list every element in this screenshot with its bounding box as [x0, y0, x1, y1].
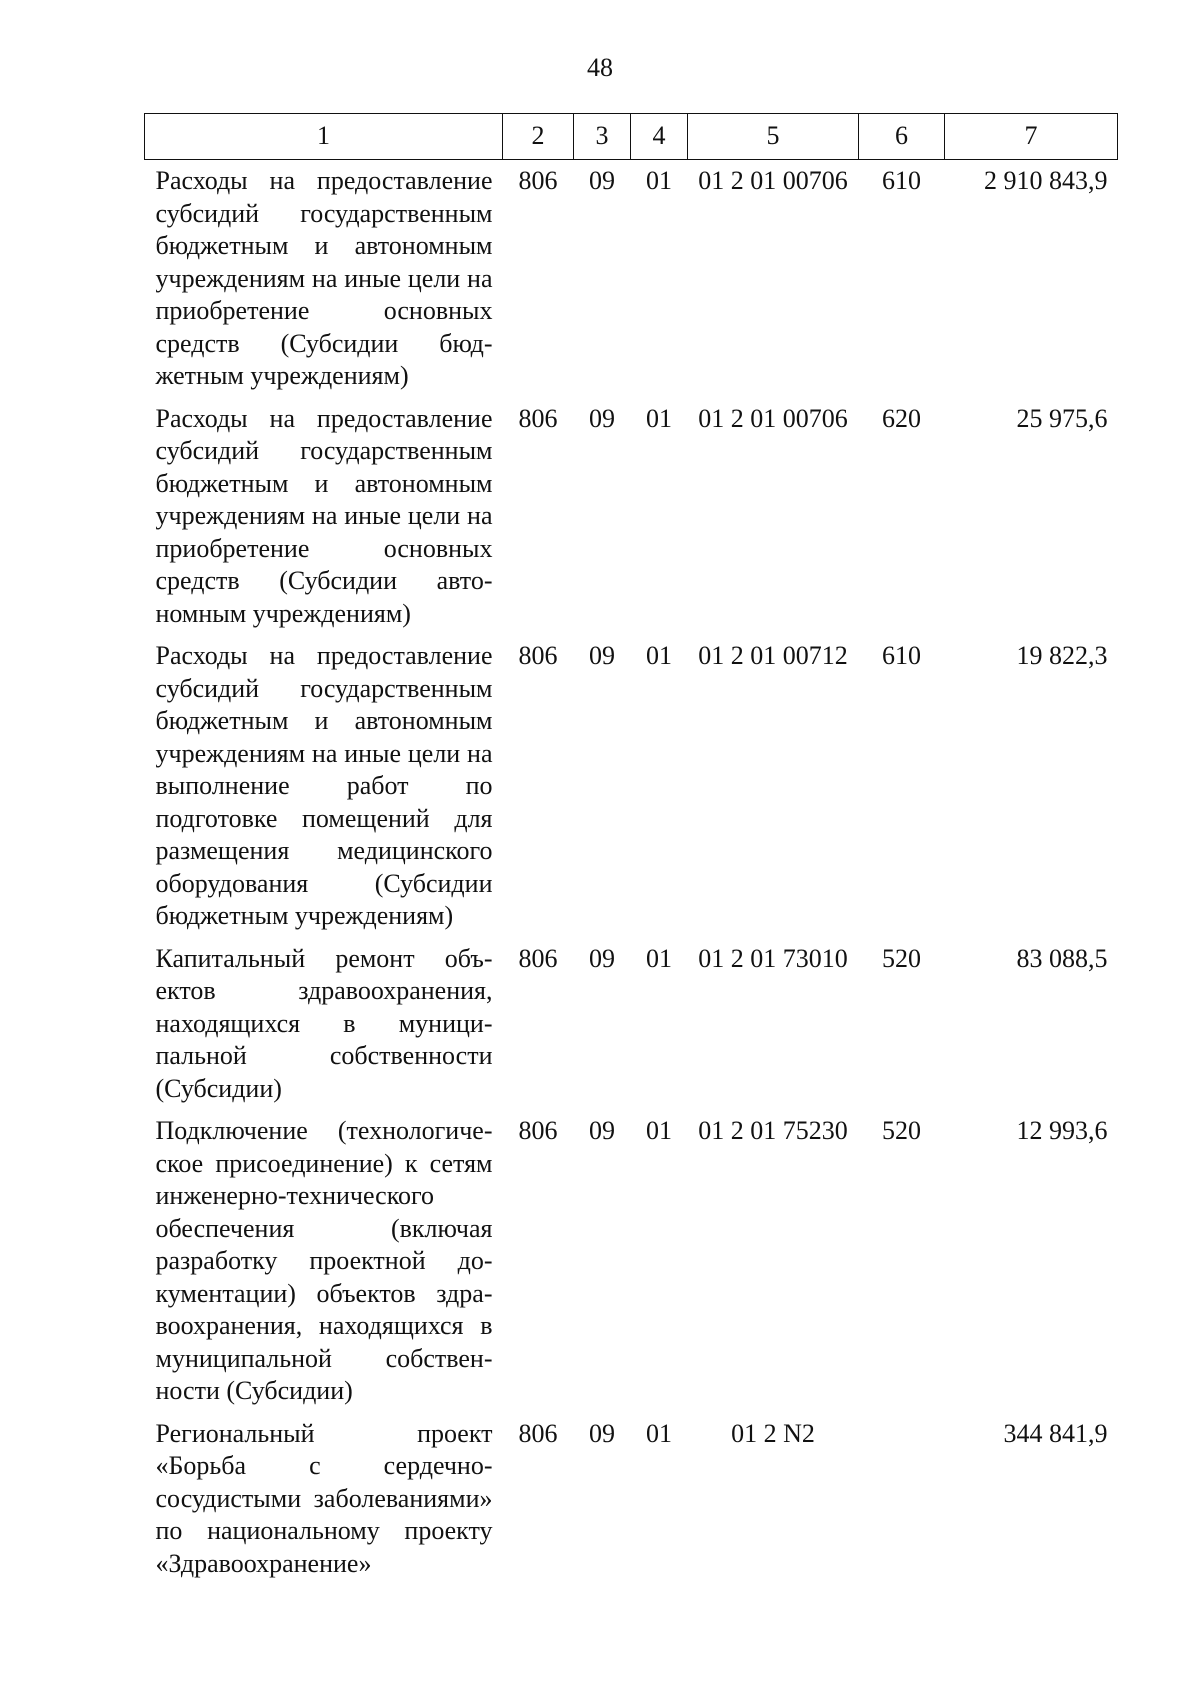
- row-subsection: 01: [646, 166, 672, 195]
- row-amount: 2 910 843,9: [984, 166, 1108, 195]
- page-number: 48: [587, 53, 613, 82]
- row-section: 09: [589, 1418, 615, 1448]
- table-row: [145, 398, 1118, 636]
- row-subsection: 01: [646, 943, 672, 973]
- row-expense-type: 520: [882, 943, 921, 973]
- column-header-ministry: 2: [503, 114, 574, 160]
- row-target-article: 01 2 01 73010: [698, 943, 848, 973]
- row-name: Расходы на предоставление субсидий государственным бюджетным и автономным учреждениям на иные цели на приобретение основных средств (Субсидии автономным учреждениям): [155, 403, 493, 628]
- row-section: 09: [589, 1116, 615, 1145]
- column-header-name: 1: [145, 114, 503, 160]
- header-row: [145, 114, 1118, 160]
- row-target-article: 01 2 01 00706: [698, 403, 848, 433]
- row-name: Капитальный ремонт объектов здравоохранения, находящихся в муниципальной собственности (Субсидии): [155, 943, 493, 1103]
- row-amount: 83 088,5: [1016, 943, 1108, 973]
- row-name: Подключение (технологическое присоединение) к сетям инженерно-технического обеспечения (включая разработку проектной документации) объектов здравоохранения, находящихся в муниципальной собственности (Субсидии): [155, 1116, 493, 1405]
- row-subsection: 01: [646, 1116, 672, 1145]
- table-row: [145, 160, 1118, 398]
- row-ministry: 806: [518, 1418, 558, 1448]
- row-amount: 19 822,3: [1016, 641, 1108, 670]
- table-body: [145, 160, 1118, 1586]
- row-subsection: 01: [646, 403, 672, 433]
- row-expense-type: 610: [882, 641, 921, 670]
- row-amount: 344 841,9: [1003, 1418, 1108, 1448]
- column-header-amount: 7: [945, 114, 1118, 160]
- row-ministry: 806: [518, 943, 558, 973]
- row-amount: 25 975,6: [1016, 403, 1108, 433]
- row-expense-type: 620: [882, 403, 921, 433]
- row-expense-type: [859, 1413, 945, 1586]
- row-ministry: 806: [518, 403, 558, 433]
- row-ministry: 806: [518, 641, 558, 670]
- row-amount: 12 993,6: [1016, 1116, 1108, 1145]
- row-target-article: 01 2 01 00712: [698, 641, 848, 670]
- row-section: 09: [589, 641, 615, 670]
- table-row: [145, 938, 1118, 1111]
- column-header-section: 3: [574, 114, 631, 160]
- row-section: 09: [589, 943, 615, 973]
- row-section: 09: [589, 166, 615, 195]
- table-row: [145, 1110, 1118, 1413]
- column-header-subsection: 4: [631, 114, 688, 160]
- table-header: [145, 114, 1118, 160]
- row-target-article: 01 2 N2: [731, 1418, 815, 1448]
- column-header-target-article: 5: [688, 114, 859, 160]
- row-subsection: 01: [646, 641, 672, 670]
- row-target-article: 01 2 01 75230: [698, 1116, 848, 1145]
- row-expense-type: 610: [882, 166, 921, 195]
- row-name: Расходы на предоставление субсидий государственным бюджетным и автономным учреждениям на иные цели на выполнение работ по подготовке помещений для размещения медицинского оборудования (Субсидии бюджетным учреждениям): [155, 641, 493, 930]
- table-row: [145, 1413, 1118, 1586]
- row-ministry: 806: [518, 1116, 558, 1145]
- row-section: 09: [589, 403, 615, 433]
- row-name: Расходы на предоставление субсидий государственным бюджетным и автономным учреждениям на иные цели на приобретение основных средств (Субсидии бюджетным учреждениям): [155, 166, 493, 390]
- row-expense-type: 520: [882, 1116, 921, 1145]
- row-subsection: 01: [646, 1418, 672, 1448]
- table-row: [145, 635, 1118, 938]
- column-header-expense-type: 6: [859, 114, 945, 160]
- budget-table: [144, 113, 1118, 1585]
- row-ministry: 806: [518, 166, 558, 195]
- row-target-article: 01 2 01 00706: [698, 166, 848, 195]
- row-name: Региональный проект «Борьба с сердечно-сосудистыми заболеваниями» по национальному проекту «Здравоохранение»: [155, 1418, 493, 1578]
